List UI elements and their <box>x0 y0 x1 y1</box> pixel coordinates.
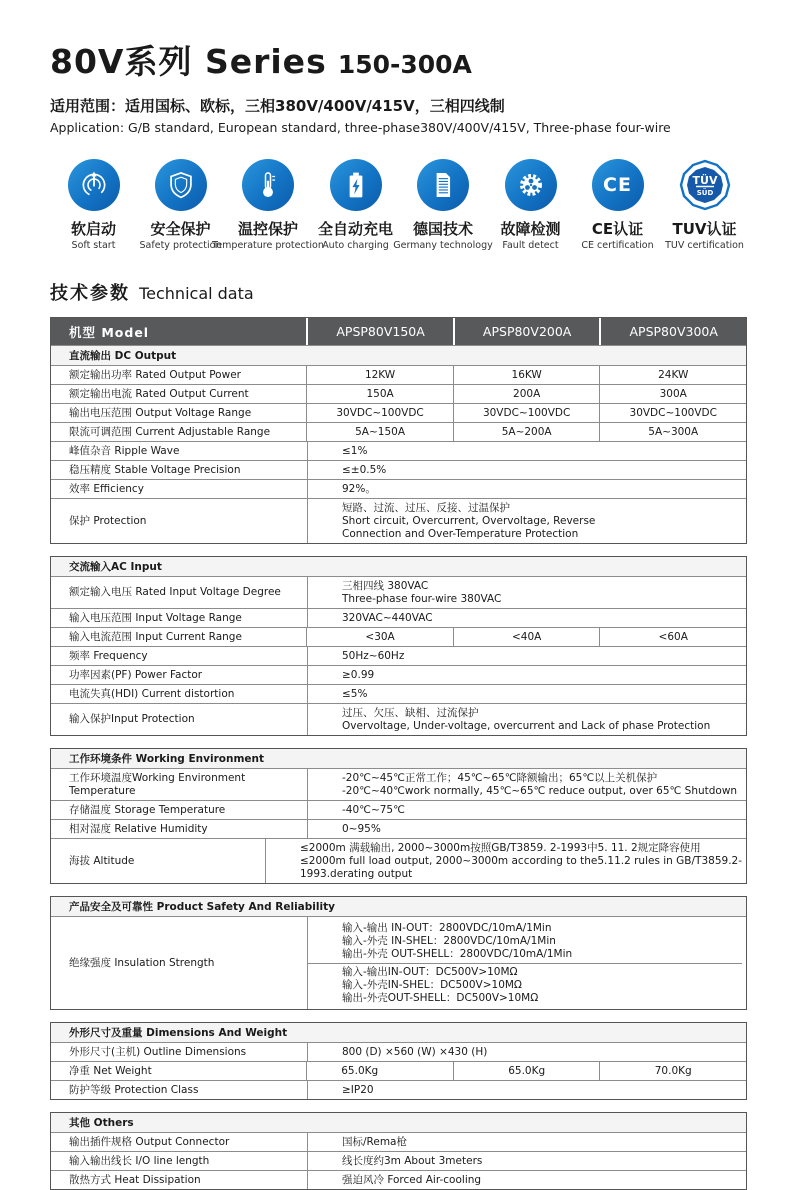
row-label: 防护等级 Protection Class <box>69 1083 199 1096</box>
value-cell <box>599 423 746 441</box>
table-row <box>51 768 746 800</box>
model-header-row <box>51 318 746 345</box>
spec-table <box>50 748 747 884</box>
value-cell <box>453 366 600 384</box>
value-cell <box>307 685 746 703</box>
spec-table <box>50 896 747 1010</box>
row-label: 外形尺寸(主机) Outline Dimensions <box>69 1045 247 1058</box>
feature-label-cn: 安全保护 <box>150 220 211 238</box>
value-line: 800 (D) ×560 (W) ×430 (H) <box>342 1045 488 1058</box>
row-label: 峰值杂音 Ripple Wave <box>69 444 180 457</box>
table-row <box>51 460 746 479</box>
value-line: 强迫风冷 Forced Air-cooling <box>342 1173 482 1186</box>
feature-label-en: CE certification <box>581 240 654 251</box>
row-label: 输入电流范围 Input Current Range <box>69 630 242 643</box>
value-line: ≤2000m full load output, 2000~3000m according to the5.11.2 rules in GB/T3859.2- <box>299 854 742 867</box>
feature-tuv <box>661 159 748 251</box>
table-row <box>51 365 746 384</box>
table-row <box>51 608 746 627</box>
section-header-row: 外形尺寸及重量 Dimensions And Weight <box>51 1023 746 1042</box>
value-line: 输出-外壳OUT-SHELL：DC500V>10MΩ <box>342 991 539 1004</box>
feature-label-en: Soft start <box>71 240 116 251</box>
value-cell <box>307 1171 746 1189</box>
value-cell <box>599 404 746 422</box>
value-cell <box>265 839 746 883</box>
thermometer-icon <box>242 159 294 211</box>
feature-label-en: Germany technology <box>393 240 493 251</box>
feature-label-cn: 故障检测 <box>500 220 561 238</box>
value-cell <box>307 647 746 665</box>
row-label: 保护 Protection <box>69 514 147 527</box>
table-row <box>51 703 746 735</box>
feature-ce <box>574 159 661 251</box>
value-line: 30VDC~100VDC <box>482 406 571 419</box>
value-line: ≤5% <box>342 687 368 700</box>
value-line: 200A <box>513 387 541 400</box>
page-title <box>50 36 748 83</box>
section-header-row: 其他 Others <box>51 1113 746 1132</box>
value-cell <box>307 577 746 608</box>
value-line: Short circuit, Overcurrent, Overvoltage, Reverse <box>342 514 596 527</box>
title-range: 150-300A <box>337 50 472 79</box>
value-cell <box>453 423 600 441</box>
row-label: 功率因素(PF) Power Factor <box>69 668 203 681</box>
feature-soft-start <box>50 159 137 251</box>
value-cell <box>599 628 746 646</box>
table-row <box>51 916 746 1009</box>
value-cell <box>307 769 746 800</box>
ce-mark-icon: CE <box>592 159 644 211</box>
value-line: 5A~300A <box>648 425 699 438</box>
feature-label-cn: 德国技术 <box>412 220 473 238</box>
value-line: 输入-输出IN-OUT：DC500V>10MΩ <box>342 965 518 978</box>
svg-text:SÜD: SÜD <box>696 189 713 197</box>
value-line: Connection and Over-Temperature Protection <box>342 527 579 540</box>
tech-title-en: Technical data <box>139 284 254 303</box>
row-label: 输入输出线长 I/O line length <box>69 1154 210 1167</box>
table-row <box>51 498 746 543</box>
value-line: Overvoltage, Under-voltage, overcurrent and Lack of phase Protection <box>342 719 711 732</box>
row-label: 存储温度 Storage Temperature <box>69 803 226 816</box>
value-cell <box>306 628 453 646</box>
value-cell <box>307 666 746 684</box>
row-label: 额定输入电压 Rated Input Voltage Degree <box>69 586 281 598</box>
row-label: 输出电压范围 Output Voltage Range <box>69 406 252 419</box>
model-header-label: 机型 Model <box>69 324 150 340</box>
value-cell <box>306 1062 453 1080</box>
row-label: 电流失真(HDI) Current distortion <box>69 687 235 700</box>
feature-label-cn: 软启动 <box>70 220 116 238</box>
value-cell <box>307 801 746 819</box>
value-line: 24KW <box>658 368 689 381</box>
gear-detect-icon <box>505 159 557 211</box>
feature-temperature <box>212 159 324 251</box>
table-row <box>51 665 746 684</box>
value-line: ≤2000m 满载输出, 2000~3000m按照GB/T3859. 2-1993中5. 11. 2规定降容使用 <box>299 841 701 854</box>
value-line: ≥0.99 <box>342 668 375 681</box>
value-line: ≤1% <box>342 444 368 457</box>
feature-row <box>50 159 748 251</box>
row-label: 海拔 Altitude <box>69 854 135 867</box>
value-cell <box>307 1152 746 1170</box>
feature-label-en: Safety protection <box>139 240 222 251</box>
table-row <box>51 384 746 403</box>
value-line: 国标/Rema枪 <box>342 1135 407 1148</box>
soft-start-icon <box>68 159 120 211</box>
value-cell <box>599 1062 746 1080</box>
spec-tables <box>50 317 748 1190</box>
spec-table <box>50 1022 747 1100</box>
model-name-cell: APSP80V300A <box>599 318 746 345</box>
value-line: 5A~200A <box>501 425 552 438</box>
feature-germany-tech <box>393 159 493 251</box>
value-line: 50Hz~60Hz <box>342 649 405 662</box>
value-cell <box>307 499 746 543</box>
value-cell <box>307 442 746 460</box>
row-label: 散热方式 Heat Dissipation <box>69 1173 201 1186</box>
value-stack-block <box>342 920 742 963</box>
value-cell <box>307 1043 746 1061</box>
svg-text:TÜV: TÜV <box>692 174 717 187</box>
value-cell <box>307 820 746 838</box>
value-line: -40℃~75℃ <box>342 803 405 816</box>
section-header-row: 直流输出 DC Output <box>51 345 746 365</box>
value-line: <40A <box>511 630 542 643</box>
table-row <box>51 1151 746 1170</box>
feature-label-cn: TUV认证 <box>672 220 737 238</box>
value-cell <box>307 480 746 498</box>
value-line: Three-phase four-wire 380VAC <box>342 592 502 605</box>
feature-fault-detect <box>487 159 574 251</box>
table-row <box>51 441 746 460</box>
value-line: 输入-外壳IN-SHEL：DC500V>10MΩ <box>342 978 522 991</box>
row-label: 输入保护Input Protection <box>69 713 195 725</box>
value-line: ≤±0.5% <box>342 463 387 476</box>
value-line: ≥IP20 <box>342 1083 374 1096</box>
value-cell <box>453 628 600 646</box>
spec-table <box>50 317 747 544</box>
row-label: 工作环境温度Working Environment Temperature <box>69 771 246 797</box>
value-stack-block <box>308 963 742 1007</box>
table-row <box>51 819 746 838</box>
value-cell <box>307 917 746 1009</box>
table-row <box>51 576 746 608</box>
table-row <box>51 1061 746 1080</box>
row-label: 相对湿度 Relative Humidity <box>69 822 208 835</box>
row-label: 额定输出功率 Rated Output Power <box>69 368 241 381</box>
feature-label-en: TUV certification <box>665 240 744 251</box>
value-line: 输入-输出 IN-OUT：2800VDC/10mA/1Min <box>342 921 552 934</box>
model-name-cell: APSP80V200A <box>453 318 600 345</box>
value-line: 0~95% <box>342 822 381 835</box>
value-line: 短路、过流、过压、反接、过温保护 <box>342 501 510 514</box>
value-line: 1993.derating output <box>299 867 413 880</box>
scope-en: Application: G/B standard, European standard, three-phase380V/400V/415V, Three-phase four-wire <box>50 120 671 135</box>
feature-label-en: Fault detect <box>502 240 559 251</box>
value-cell <box>307 609 746 627</box>
value-line: 320VAC~440VAC <box>342 611 433 624</box>
battery-charging-icon <box>330 159 382 211</box>
value-cell <box>307 1081 746 1099</box>
section-header-row: 产品安全及可靠性 Product Safety And Reliability <box>51 897 746 916</box>
feature-safety <box>137 159 224 251</box>
value-line: 30VDC~100VDC <box>336 406 424 419</box>
table-row <box>51 422 746 441</box>
spec-table <box>50 1112 747 1190</box>
table-row <box>51 479 746 498</box>
section-header-row: 工作环境条件 Working Environment <box>51 749 746 768</box>
model-name-cell: APSP80V150A <box>306 318 453 345</box>
value-line: <30A <box>365 630 395 643</box>
value-cell <box>306 385 453 403</box>
row-label: 净重 Net Weight <box>69 1064 152 1077</box>
scope-cn: 适用范围：适用国标、欧标，三相380V/400V/415V，三相四线制 <box>50 97 505 115</box>
value-cell <box>599 366 746 384</box>
row-label: 输出插件规格 Output Connector <box>69 1135 230 1148</box>
feature-auto-charging <box>312 159 399 251</box>
row-label: 绝缘强度 Insulation Strength <box>69 956 215 969</box>
table-row <box>51 800 746 819</box>
tech-data-title <box>50 279 748 305</box>
value-cell <box>453 404 600 422</box>
feature-label-cn: CE认证 <box>591 220 644 238</box>
spec-table <box>50 556 747 736</box>
value-line: 65.0Kg <box>341 1064 379 1077</box>
section-header-row: 交流输入AC Input <box>51 557 746 576</box>
row-label: 效率 Efficiency <box>69 482 144 495</box>
row-label: 频率 Frequency <box>69 649 148 662</box>
value-line: -20℃~40℃work normally, 45℃~65℃ reduce output, over 65℃ Shutdown <box>342 784 738 797</box>
title-series: 80V系列 Series <box>50 42 327 81</box>
value-cell <box>307 1133 746 1151</box>
value-cell <box>306 366 453 384</box>
tech-title-cn: 技术参数 <box>50 283 130 304</box>
value-cell <box>306 423 453 441</box>
safety-shield-icon <box>155 159 207 211</box>
row-label: 稳压精度 Stable Voltage Precision <box>69 463 241 476</box>
table-row <box>51 1042 746 1061</box>
value-line: 12KW <box>364 368 396 381</box>
table-row <box>51 1080 746 1099</box>
value-line: 150A <box>366 387 394 400</box>
feature-label-en: Auto charging <box>322 240 389 251</box>
table-row <box>51 646 746 665</box>
value-line: 过压、欠压、缺相、过流保护 <box>342 706 479 719</box>
table-row <box>51 838 746 883</box>
feature-label-cn: 全自动充电 <box>317 220 393 238</box>
value-line: 三相四线 380VAC <box>342 579 429 592</box>
value-line: 92%。 <box>342 482 376 495</box>
value-cell <box>599 385 746 403</box>
table-row <box>51 684 746 703</box>
row-label: 限流可调范围 Current Adjustable Range <box>69 425 271 438</box>
value-cell <box>306 404 453 422</box>
value-cell <box>453 1062 600 1080</box>
tuv-mark-icon <box>679 159 731 211</box>
table-row <box>51 403 746 422</box>
value-line: 输入-外壳 IN-SHEL：2800VDC/10mA/1Min <box>342 934 556 947</box>
document-icon <box>417 159 469 211</box>
value-line: <60A <box>658 630 688 643</box>
row-label: 额定输出电流 Rated Output Current <box>69 387 249 400</box>
value-line: 5A~150A <box>355 425 406 438</box>
value-line: 线长度约3m About 3meters <box>342 1154 483 1167</box>
value-line: 70.0Kg <box>654 1064 692 1077</box>
row-label: 输入电压范围 Input Voltage Range <box>69 611 242 624</box>
value-cell <box>453 385 600 403</box>
value-line: 300A <box>659 387 687 400</box>
value-line: 65.0Kg <box>508 1064 546 1077</box>
value-cell <box>307 704 746 735</box>
table-row <box>51 1170 746 1189</box>
feature-label-cn: 温控保护 <box>237 220 298 238</box>
value-line: -20℃~45℃正常工作；45℃~65℃降额输出；65℃以上关机保护 <box>342 771 658 784</box>
feature-label-en: Temperature protection <box>212 240 324 251</box>
value-line: 16KW <box>511 368 542 381</box>
value-line: 30VDC~100VDC <box>629 406 717 419</box>
value-cell <box>307 461 746 479</box>
table-row <box>51 627 746 646</box>
value-line: 输出-外壳 OUT-SHELL：2800VDC/10mA/1Min <box>342 947 573 960</box>
table-row <box>51 1132 746 1151</box>
